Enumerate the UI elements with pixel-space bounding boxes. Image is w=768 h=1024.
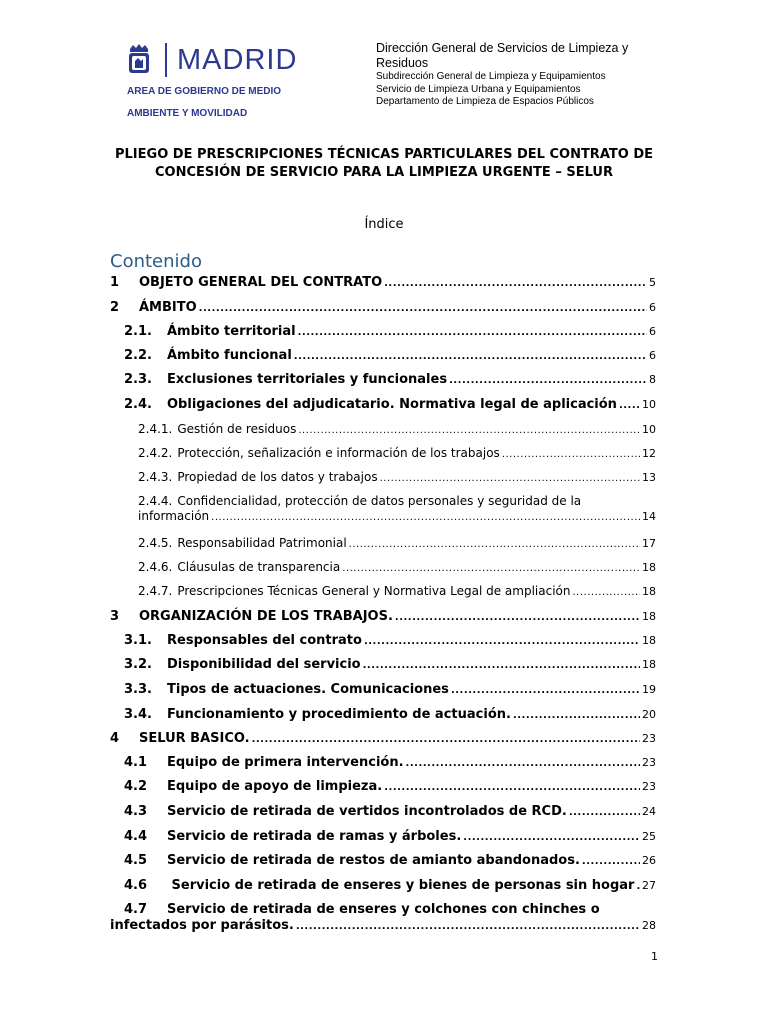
- toc-entry[interactable]: [110, 536, 656, 550]
- toc-page: 6: [649, 301, 656, 314]
- toc-leader: [294, 351, 647, 362]
- toc-leader: [384, 278, 647, 289]
- toc-leader: [364, 636, 640, 647]
- toc-page: 13: [642, 471, 656, 484]
- toc-leader: [384, 782, 640, 793]
- toc-title: Protección, señalización e información de los trabajos: [177, 446, 500, 460]
- document-title-line-2: CONCESIÓN DE SERVICIO PARA LA LIMPIEZA URGENTE – SELUR: [155, 165, 613, 180]
- toc-leader: [342, 563, 640, 574]
- toc-number: 2.2.: [124, 348, 152, 363]
- toc-leader: [211, 512, 640, 523]
- toc-page: 28: [642, 919, 656, 932]
- toc-page: 23: [642, 756, 656, 769]
- toc-leader: [298, 327, 647, 338]
- toc-title: ÁMBITO: [139, 300, 197, 315]
- toc-number: 2.4.7.: [138, 584, 173, 598]
- toc-number: 2.4.3.: [138, 470, 173, 484]
- toc-page: 23: [642, 732, 656, 745]
- toc-page: 17: [642, 537, 656, 550]
- toc-number: 3.1.: [124, 633, 152, 648]
- toc-entry[interactable]: [110, 779, 656, 794]
- toc-entry[interactable]: [110, 707, 656, 722]
- toc-title: SELUR BASICO.: [139, 731, 250, 746]
- toc-number: 3.3.: [124, 682, 152, 697]
- toc-page: 8: [649, 373, 656, 386]
- toc-leader: [636, 881, 640, 892]
- toc-leader: [199, 303, 647, 314]
- toc-title: Disponibilidad del servicio: [167, 657, 361, 672]
- toc-number: 1: [110, 275, 120, 290]
- toc-leader: [582, 856, 640, 867]
- toc-entry[interactable]: [110, 829, 656, 844]
- toc-leader: [573, 587, 641, 598]
- toc-title: Servicio de retirada de restos de amianto abandonados.: [167, 853, 580, 868]
- toc-entry[interactable]: [110, 902, 656, 933]
- toc-title: Prescripciones Técnicas General y Normativa Legal de ampliación: [177, 584, 571, 598]
- toc-entry[interactable]: [110, 731, 656, 746]
- service: Servicio de Limpieza Urbana y Equipamientos: [376, 83, 581, 95]
- department-header: [376, 41, 676, 109]
- toc-entry[interactable]: [110, 372, 656, 387]
- toc-leader: [451, 685, 640, 696]
- toc-page: 19: [642, 683, 656, 696]
- toc-entry[interactable]: [110, 853, 656, 868]
- logo-name: MADRID: [177, 44, 298, 76]
- toc-page: 12: [642, 447, 656, 460]
- toc-page: 18: [642, 561, 656, 574]
- toc-entry[interactable]: [110, 584, 656, 598]
- toc-leader: [449, 375, 647, 386]
- document-title-line-1: PLIEGO DE PRESCRIPCIONES TÉCNICAS PARTICULARES DEL CONTRATO DE: [115, 147, 653, 162]
- toc-page: 6: [649, 325, 656, 338]
- toc-number: 3: [110, 609, 120, 624]
- toc-page: 20: [642, 708, 656, 721]
- toc-leader: [463, 832, 640, 843]
- toc-title: OBJETO GENERAL DEL CONTRATO: [139, 275, 383, 290]
- toc-page: 26: [642, 854, 656, 867]
- toc-number: 2.4.2.: [138, 446, 173, 460]
- toc-entry[interactable]: [110, 348, 656, 363]
- toc-page: 27: [642, 879, 656, 892]
- toc-title: Servicio de retirada de enseres y bienes de personas sin hogar: [167, 878, 635, 893]
- toc-entry[interactable]: [110, 633, 656, 648]
- toc-entry[interactable]: [110, 494, 656, 523]
- toc-title: Ámbito funcional: [167, 348, 292, 363]
- index-heading: Índice: [364, 217, 404, 232]
- direction-line-1: Dirección General de Servicios de Limpieza y: [376, 41, 629, 55]
- logo-subtitle: [127, 81, 327, 125]
- toc-entry[interactable]: [110, 397, 656, 412]
- toc-title-line-1: [138, 494, 656, 508]
- toc-page: 23: [642, 780, 656, 793]
- toc-title-continued: infectados por parásitos.: [110, 918, 294, 933]
- toc-number: 2.4.1.: [138, 422, 173, 436]
- toc-entry[interactable]: [110, 878, 656, 893]
- department: Departamento de Limpieza de Espacios Públicos: [376, 96, 594, 107]
- toc-leader: [252, 734, 640, 745]
- toc-entry[interactable]: [110, 470, 656, 484]
- toc-leader: [349, 539, 640, 550]
- toc-number: 2.4.6.: [138, 560, 173, 574]
- toc-leader: [363, 660, 640, 671]
- toc-number: 2.1.: [124, 324, 152, 339]
- toc-page: 10: [642, 398, 656, 411]
- toc-leader: [619, 400, 640, 411]
- toc-title: Confidencialidad, protección de datos personales y seguridad de la: [177, 494, 582, 508]
- toc-entry[interactable]: [110, 804, 656, 819]
- toc-title: Responsables del contrato: [167, 633, 362, 648]
- toc-title: Propiedad de los datos y trabajos: [177, 470, 378, 484]
- toc-title: Servicio de retirada de enseres y colchones con chinches o: [167, 902, 600, 917]
- toc-title: Servicio de retirada de vertidos incontrolados de RCD.: [167, 804, 567, 819]
- toc-leader: [569, 807, 640, 818]
- toc-leader: [502, 449, 640, 460]
- toc-number: 4.6: [124, 878, 148, 893]
- toc-entry[interactable]: [110, 657, 656, 672]
- toc-title: Cláusulas de transparencia: [177, 560, 341, 574]
- toc-page: 18: [642, 658, 656, 671]
- toc-page: 6: [649, 349, 656, 362]
- toc-entry[interactable]: [110, 560, 656, 574]
- toc-title: Responsabilidad Patrimonial: [177, 536, 347, 550]
- toc-page: 18: [642, 585, 656, 598]
- logo-divider: [165, 43, 167, 77]
- toc-title: Funcionamiento y procedimiento de actuación.: [167, 707, 511, 722]
- toc-page: 25: [642, 830, 656, 843]
- toc-title: Servicio de retirada de ramas y árboles.: [167, 829, 462, 844]
- toc-number: 4: [110, 731, 120, 746]
- toc-leader: [513, 710, 640, 721]
- toc-number: 4.4: [124, 829, 148, 844]
- toc-number: 2.4.4.: [138, 494, 173, 508]
- contents-heading: Contenido: [110, 251, 202, 272]
- toc-number: 3.2.: [124, 657, 152, 672]
- direction-line-2: Residuos: [376, 56, 429, 70]
- toc-page: 10: [642, 423, 656, 436]
- madrid-logo: [127, 43, 327, 125]
- toc-title: Ámbito territorial: [167, 324, 296, 339]
- toc-title: Exclusiones territoriales y funcionales: [167, 372, 448, 387]
- toc-page: 18: [642, 634, 656, 647]
- toc-entry[interactable]: [110, 300, 656, 315]
- toc-number: 4.5: [124, 853, 148, 868]
- toc-page: 18: [642, 610, 656, 623]
- madrid-crest-icon: [127, 43, 151, 77]
- toc-number: 4.7: [124, 902, 148, 917]
- toc-number: 4.3: [124, 804, 148, 819]
- toc-entry[interactable]: [110, 446, 656, 460]
- logo-subtitle-line-2: AMBIENTE Y MOVILIDAD: [127, 108, 248, 119]
- toc-number: 3.4.: [124, 707, 152, 722]
- toc-entry[interactable]: [110, 324, 656, 339]
- toc-number: 2: [110, 300, 120, 315]
- subdirection: Subdirección General de Limpieza y Equipamientos: [376, 71, 606, 82]
- toc-number: 2.3.: [124, 372, 152, 387]
- toc-number: 4.2: [124, 779, 148, 794]
- toc-entry[interactable]: [110, 275, 656, 290]
- toc-leader: [395, 612, 640, 623]
- toc-page: 24: [642, 805, 656, 818]
- toc-leader: [380, 473, 640, 484]
- toc-number: 4.1: [124, 755, 148, 770]
- page-number: 1: [651, 950, 658, 963]
- toc-title: ORGANIZACIÓN DE LOS TRABAJOS.: [139, 609, 393, 624]
- toc-entry[interactable]: [110, 682, 656, 697]
- toc-number: 2.4.5.: [138, 536, 173, 550]
- toc-page: 14: [642, 510, 656, 523]
- toc-title: Equipo de apoyo de limpieza.: [167, 779, 383, 794]
- toc-leader: [406, 758, 640, 769]
- toc-title: Obligaciones del adjudicatario. Normativa legal de aplicación: [167, 397, 617, 412]
- toc-entry[interactable]: [110, 755, 656, 770]
- toc-page: 5: [649, 276, 656, 289]
- toc-leader: [296, 921, 640, 932]
- toc-entry[interactable]: [110, 609, 656, 624]
- toc-leader: [298, 425, 640, 436]
- toc-title-continued: información: [138, 509, 210, 523]
- toc-title-line-1: [124, 902, 656, 917]
- toc-title: Equipo de primera intervención.: [167, 755, 404, 770]
- toc-title: Tipos de actuaciones. Comunicaciones: [167, 682, 449, 697]
- toc-number: 2.4.: [124, 397, 152, 412]
- toc-title: Gestión de residuos: [177, 422, 297, 436]
- document-title: [100, 146, 668, 182]
- toc-entry[interactable]: [110, 422, 656, 436]
- logo-subtitle-line-1: AREA DE GOBIERNO DE MEDIO: [127, 86, 282, 97]
